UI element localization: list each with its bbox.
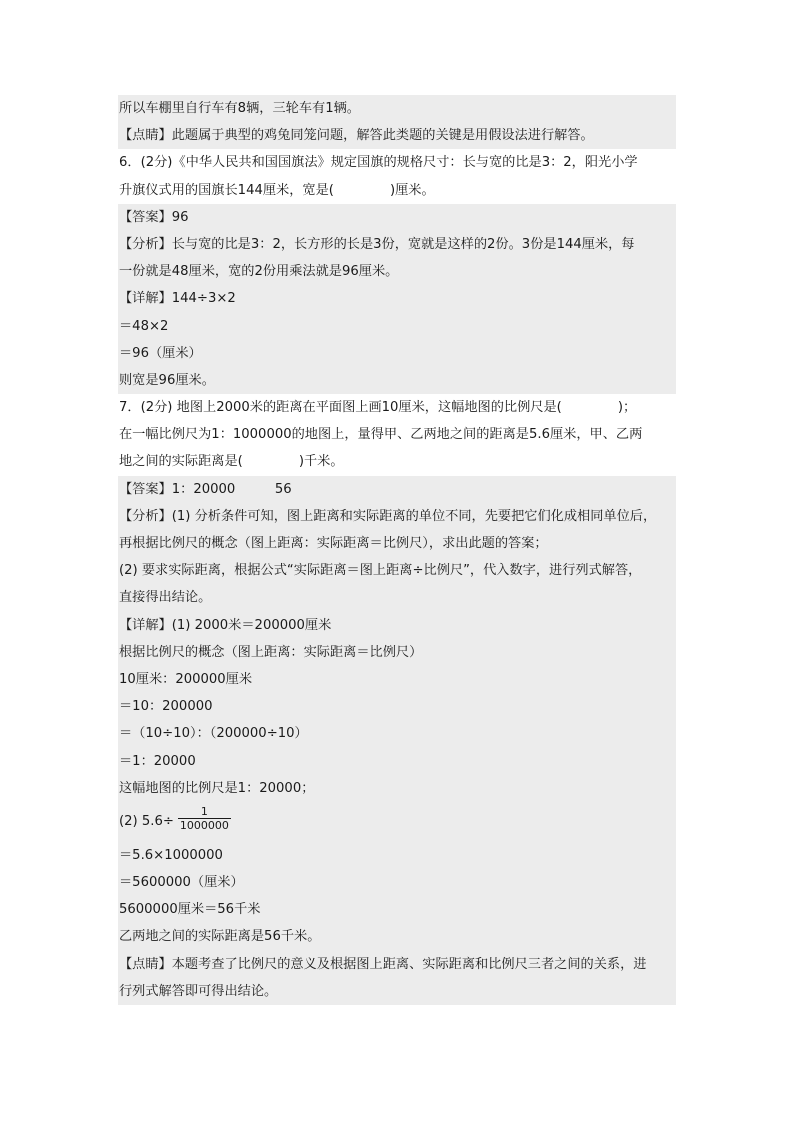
question-line <box>118 177 676 204</box>
line-text: 升旗仪式用的国旗长144厘米，宽是( <box>119 182 334 198</box>
line-text: 【详解】(1) 2000米＝200000厘米 <box>119 617 332 633</box>
line-text: ＝5.6×1000000 <box>119 847 223 863</box>
line-text: 乙两地之间的实际距离是56千米。 <box>119 929 321 945</box>
line-text: )千米。 <box>298 454 344 470</box>
text-line <box>118 775 676 802</box>
text-line <box>118 285 676 312</box>
line-text: 地之间的实际距离是( <box>119 454 243 470</box>
text-line <box>118 231 676 258</box>
text-line <box>118 95 676 122</box>
text-line <box>118 923 676 950</box>
line-text: ＝5600000（厘米） <box>119 875 244 891</box>
line-text: 行列式解答即可得出结论。 <box>119 983 278 999</box>
text-line <box>118 584 676 611</box>
text-line <box>118 896 676 923</box>
text-line <box>118 367 676 394</box>
text-line <box>118 666 676 693</box>
line-text: ＝1：20000 <box>119 753 196 769</box>
line-text: 在一幅比例尺为1：1000000的地图上，量得甲、乙两地之间的距离是5.6厘米，甲、乙两 <box>119 427 643 443</box>
line-text: 【点睛】本题考查了比例尺的意义及根据图上距离、实际距离和比例尺三者之间的关系，进 <box>119 956 647 972</box>
text-line <box>118 557 676 584</box>
text-line <box>118 978 676 1005</box>
text-line <box>118 693 676 720</box>
line-text: ＝（10÷10）：（200000÷10） <box>119 726 308 742</box>
text-line <box>118 340 676 367</box>
text-line <box>118 748 676 775</box>
line-text: 所以车棚里自行车有8辆，三轮车有1辆。 <box>119 101 360 116</box>
question-line <box>118 448 676 475</box>
fraction <box>178 805 231 832</box>
line-text: 10厘米：200000厘米 <box>119 671 253 687</box>
document-page <box>118 95 676 1005</box>
text-line <box>118 313 676 340</box>
line-text: 一份就是48厘米，宽的2份用乘法就是96厘米。 <box>119 264 399 280</box>
question-line <box>118 421 676 448</box>
line-text: ＝96（厘米） <box>119 345 202 361</box>
line-text: )厘米。 <box>389 182 435 198</box>
line-text: 【答案】96 <box>119 209 189 225</box>
text-line <box>118 258 676 285</box>
fraction-line <box>118 802 676 842</box>
line-text: 则宽是96厘米。 <box>119 372 215 388</box>
line-text: (2) 要求实际距离，根据公式“实际距离＝图上距离÷比例尺”，代入数字，进行列式解答， <box>119 563 642 579</box>
line-text: )； <box>617 400 637 416</box>
line-text: ＝48×2 <box>119 318 169 334</box>
question-line <box>118 149 676 176</box>
line-text: 【点睛】此题属于典型的鸡兔同笼问题，解答此类题的关键是用假设法进行解答。 <box>119 128 594 144</box>
text-line <box>118 476 676 503</box>
line-text: 5600000厘米＝56千米 <box>119 902 261 918</box>
line-text: ＝10：200000 <box>119 699 213 715</box>
text-line <box>118 503 676 530</box>
line-text: 这幅地图的比例尺是1：20000； <box>119 780 315 796</box>
text-line <box>118 951 676 978</box>
line-text: 7．(2分) 地图上2000米的距离在平面图上画10厘米，这幅地图的比例尺是( <box>119 400 562 416</box>
text-line <box>118 720 676 747</box>
fraction-numerator: 1 <box>178 805 231 819</box>
line-text: 6．(2分)《中华人民共和国国旗法》规定国旗的规格尺寸：长与宽的比是3：2，阳光小学 <box>119 155 638 171</box>
question-line <box>118 394 676 421</box>
line-text: 根据比例尺的概念（图上距离：实际距离＝比例尺） <box>119 644 423 660</box>
text-line <box>118 842 676 869</box>
text-line <box>118 612 676 639</box>
line-text: (2) 5.6÷ <box>119 813 174 829</box>
line-text: 再根据比例尺的概念（图上距离：实际距离＝比例尺），求出此题的答案； <box>119 536 548 551</box>
text-line <box>118 122 676 149</box>
line-text: 【分析】(1) 分析条件可知，图上距离和实际距离的单位不同，先要把它们化成相同单位后， <box>119 508 657 524</box>
text-line <box>118 204 676 231</box>
text-line <box>118 530 676 557</box>
line-text: 直接得出结论。 <box>119 590 212 606</box>
fraction-denominator: 1000000 <box>179 819 229 833</box>
text-line <box>118 869 676 896</box>
line-text: 【答案】1：20000 56 <box>119 481 292 497</box>
text-line <box>118 639 676 666</box>
line-text: 【详解】144÷3×2 <box>119 291 236 307</box>
line-text: 【分析】长与宽的比是3：2，长方形的长是3份，宽就是这样的2份。3份是144厘米，每 <box>119 236 635 252</box>
